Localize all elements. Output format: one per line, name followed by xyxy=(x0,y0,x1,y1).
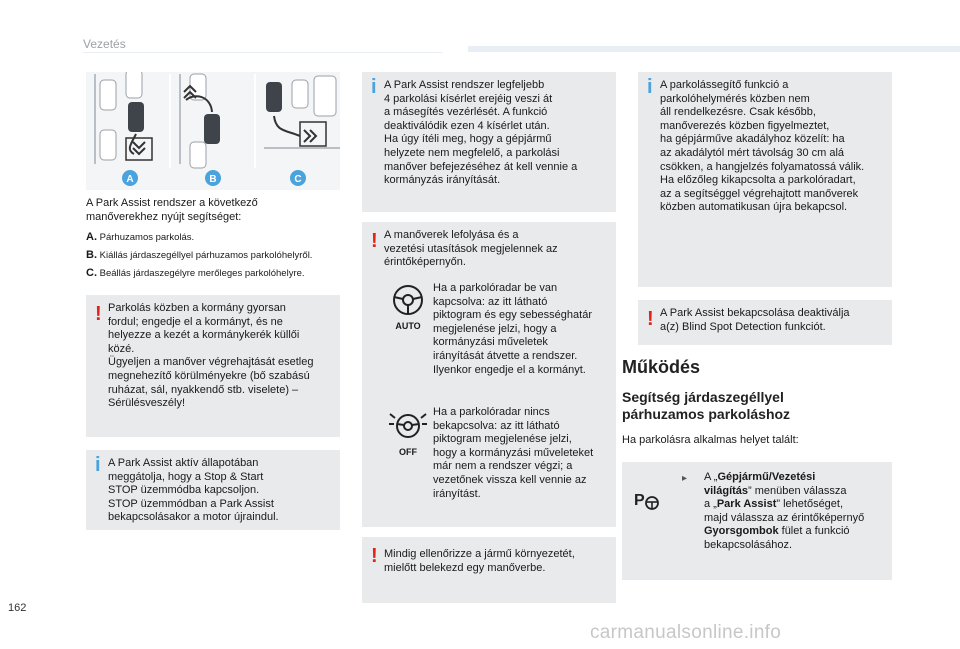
info-box-attempts: i A Park Assist rendszer legfeljebb 4 parkolási kísérlet erejéig veszi át a másegítés vezérlését. A funkció deaktiválódik ezen 4 kísérlet után. Ha úgy ítéli meg, hogy a gépjármű helyzete nem megfelelő, a parkolási manőver befejezéséhez át kell vennie a kormányzás irányítását. xyxy=(362,72,616,212)
watermark: carmanualsonline.info xyxy=(590,622,782,643)
maneuver-list: A. Párhuzamos parkolás. B. Kiállás járdaszegéllyel párhuzamos parkolóhelyről. C. Beállás járdaszegélyre merőleges parkolóhelyre. xyxy=(86,231,313,279)
info-icon: i xyxy=(647,76,653,98)
svg-text:P: P xyxy=(634,492,645,509)
info-icon: i xyxy=(95,454,101,476)
warning-box-steering: ! Parkolás közben a kormány gyorsan fordul; engedje el a kormányt, és ne helyezze a kezét a kormánykerék küllői közé. Ügyeljen a manőver végrehajtását esetleg megnehezítő körülményekre (bő szabású ruházat, sál, nyakkendő stb. viselete) – Sérülésveszély! xyxy=(86,295,340,437)
parking-figure xyxy=(86,72,340,190)
label-b: B xyxy=(209,174,217,185)
header-line xyxy=(83,52,443,53)
label-a: A xyxy=(126,174,134,185)
warning-icon: ! xyxy=(95,303,102,325)
info-icon: i xyxy=(371,76,377,98)
parking-diagram xyxy=(86,72,340,190)
panel-c-diagram xyxy=(264,76,340,148)
warning-icon: ! xyxy=(371,230,378,252)
steering-auto-icon: AUTO xyxy=(388,282,428,332)
label-c: C xyxy=(294,174,302,185)
info-box-parking-sensors: i A parkolássegítő funkció a parkolóhelymérés közben nem áll rendelkezésre. Csak később, manőverezés közben figyelmeztet, ha gépjárműve akadályhoz közelít: ha az akadálytól mért távolság 30 cm alá csökken, a hangjelzés folyamatossá válik. Ha előzőleg kikapcsolta a parkolóradart, az a segítséggel végrehajtott manőverek közben automatikusan újra bekapcsol. xyxy=(638,72,892,287)
found-text: Ha parkolásra alkalmas helyet talált: xyxy=(622,434,799,446)
header-title: Vezetés xyxy=(83,37,126,51)
step-arrow-icon: ▸ xyxy=(682,473,688,484)
auto-text: Ha a parkolóradar be van kapcsolva: az itt látható piktogram és egy sebességhatár megjelenése jelzi, hogy a kormányzási műveletek irányítását átvette a rendszer. Ilyenkor engedje el a kormányt. xyxy=(433,282,592,376)
park-assist-icon xyxy=(632,486,662,516)
step-text: A „Gépjármű/Vezetési világítás” menüben válassza a „Park Assist” lehetőséget, majd válassza az érintőképernyő Gyorsgombok fület a funkció bekapcsolásához. xyxy=(704,471,865,551)
steering-off-icon: OFF xyxy=(388,408,428,458)
off-text: Ha a parkolóradar nincs bekapcsolva: az itt látható piktogram megjelenése jelzi, hogy a kormányzási műveleteket már nem a rendszer végzi; a vezetőnek vissza kell vennie az irányítást. xyxy=(433,406,594,500)
warning-icon: ! xyxy=(371,545,378,567)
info-box-stop-start: i A Park Assist aktív állapotában meggátolja, hogy a Stop & Start STOP üzemmódba kapcsoljon. STOP üzemmódban a Park Assist bekapcsolásakor a motor újraindul. xyxy=(86,450,340,530)
warning-box-blind-spot: ! A Park Assist bekapcsolása deaktiválja a(z) Blind Spot Detection funkciót. xyxy=(638,300,892,345)
warning-box-surroundings: ! Mindig ellenőrizze a jármű környezetét, mielőtt belekezd egy manőverbe. xyxy=(362,537,616,603)
warning-icon: ! xyxy=(647,308,654,330)
page-number: 162 xyxy=(8,602,27,614)
header-bar xyxy=(468,46,960,52)
panel-b-diagram xyxy=(179,74,220,168)
warning-box-instructions: ! A manőverek lefolyása és a vezetési utasítások megjelennek az érintőképernyőn. AUTO Ha a parkolóradar be van kapcsolva: az itt látható piktogram és egy sebességhatár megjelenése jelzi, hogy a kormányzási műveletek irányítását átvette a rendszer. Ilyenkor engedje el a kormányt. OFF Ha a parkolóradar nincs bekapcsolva: az itt látható piktogram megjelenése jelzi, hogy a kormányzási műveleteket már nem a rendszer végzi; a vezetőnek vissza kell vennie az irányítást. xyxy=(362,222,616,527)
section-title: Működés xyxy=(622,357,701,377)
intro-text: A Park Assist rendszer a következő manőverekhez nyújt segítséget: xyxy=(86,197,258,223)
step-box xyxy=(622,462,892,580)
subsection-title: Segítség járdaszegéllyel párhuzamos parkoláshoz xyxy=(622,389,791,422)
panel-a-diagram xyxy=(94,72,152,164)
